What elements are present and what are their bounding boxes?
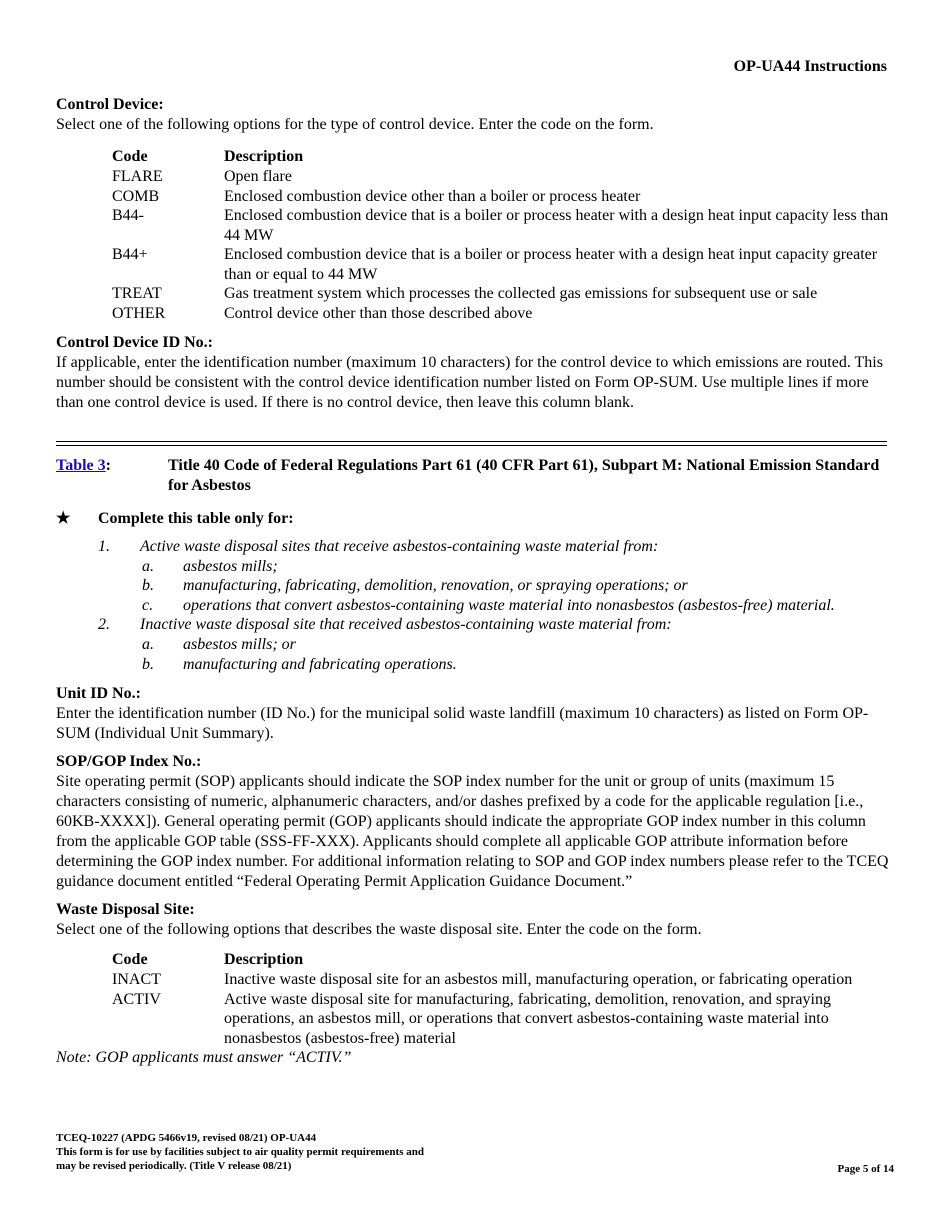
list-item bbox=[56, 615, 906, 635]
applicability-list bbox=[56, 537, 906, 674]
double-rule-bottom bbox=[56, 445, 887, 446]
description-cell: Active waste disposal site for manufacturing, fabricating, demolition, renovation, and spraying operations, an asbestos mill, or operations that convert asbestos-containing waste material into nonasbestos (asbestos-free) material bbox=[224, 990, 831, 1047]
footer-line-2: This form is for use by facilities subject to air quality permit requirements and bbox=[56, 1146, 424, 1158]
waste-disposal-code-table bbox=[112, 950, 896, 1048]
list-item-text: operations that convert asbestos-containing waste material into nonasbestos (asbestos-free) material. bbox=[183, 596, 835, 614]
description-cell: Enclosed combustion device other than a boiler or process heater bbox=[224, 187, 641, 205]
description-column-header: Description bbox=[224, 951, 304, 968]
description-cell: Gas treatment system which processes the collected gas emissions for subsequent use or sale bbox=[224, 285, 818, 302]
description-column-header: Description bbox=[224, 148, 304, 165]
sop-gop-text: Site operating permit (SOP) applicants should indicate the SOP index number for the unit or group of units (maximum 15 characters consisting of numeric, alphanumeric characters, and/or dashes prefixed by a code for the applicable regulation [i.e., 60KB-XXXX]). General operating permit (GOP) applicants should indicate the appropriate GOP index number in this column from the applicable GOP table (SSS-FF-XXX). Applicants should complete all applicable GOP attribute information before determining the GOP index number. For additional information relating to SOP and GOP index numbers please refer to the TCEQ guidance document entitled “Federal Operating Permit Application Guidance Document.” bbox=[56, 773, 889, 890]
table-row bbox=[112, 206, 896, 245]
code-cell: ACTIV bbox=[112, 990, 161, 1008]
table3-title-text: Title 40 Code of Federal Regulations Part 61 (40 CFR Part 61), Subpart M: National Emission Standard for Asbestos bbox=[168, 457, 880, 494]
description-cell: Enclosed combustion device that is a boiler or process heater with a design heat input capacity less than 44 MW bbox=[224, 207, 889, 244]
complete-table-text: Complete this table only for: bbox=[98, 510, 294, 527]
table-row bbox=[112, 284, 896, 304]
list-item bbox=[56, 655, 906, 675]
sop-gop-heading: SOP/GOP Index No.: bbox=[56, 753, 202, 770]
control-device-id-text: If applicable, enter the identification number (maximum 10 characters) for the control device to which emissions are routed. This number should be consistent with the control device identification number listed on Form OP-SUM. Use multiple lines if more than one control device is used. If there is no control device, then leave this column blank. bbox=[56, 354, 883, 411]
code-cell: INACT bbox=[112, 971, 161, 988]
list-letter: c. bbox=[142, 596, 154, 614]
code-cell: B44- bbox=[112, 207, 144, 224]
code-column-header: Code bbox=[112, 951, 148, 968]
star-icon: ★ bbox=[56, 510, 71, 527]
page-number: Page 5 of 14 bbox=[837, 1163, 894, 1175]
control-device-id-heading: Control Device ID No.: bbox=[56, 334, 214, 351]
list-item-text: manufacturing, fabricating, demolition, renovation, or spraying operations; or bbox=[183, 577, 688, 595]
control-device-section bbox=[56, 95, 896, 413]
list-item-text: Inactive waste disposal site that received asbestos-containing waste material from: bbox=[140, 616, 672, 634]
list-item bbox=[56, 596, 906, 616]
code-cell: B44+ bbox=[112, 246, 148, 263]
description-cell: Open flare bbox=[224, 168, 292, 185]
waste-disposal-heading: Waste Disposal Site: bbox=[56, 901, 195, 918]
table-row bbox=[112, 167, 896, 187]
table-row bbox=[112, 245, 896, 284]
code-column-header: Code bbox=[112, 148, 148, 165]
list-item bbox=[56, 537, 906, 557]
table-row bbox=[112, 990, 896, 1049]
list-number: 1. bbox=[98, 538, 110, 555]
description-cell: Control device other than those described above bbox=[224, 304, 533, 322]
unit-id-text: Enter the identification number (ID No.) for the municipal solid waste landfill (maximum 10 characters) as listed on Form OP-SUM (Individual Unit Summary). bbox=[56, 705, 869, 742]
footer-line-3: may be revised periodically. (Title V release 08/21) bbox=[56, 1160, 292, 1172]
list-number: 2. bbox=[98, 616, 110, 634]
list-letter: a. bbox=[142, 635, 154, 653]
list-item bbox=[56, 635, 906, 655]
description-cell: Inactive waste disposal site for an asbestos mill, manufacturing operation, or fabricating operation bbox=[224, 971, 853, 988]
table3-colon: : bbox=[105, 457, 111, 474]
code-cell: OTHER bbox=[112, 304, 166, 322]
page-footer bbox=[56, 1131, 424, 1173]
list-item bbox=[56, 576, 906, 596]
waste-disposal-intro: Select one of the following options that describes the waste disposal site. Enter the code on the form. bbox=[56, 921, 702, 938]
control-device-heading: Control Device: bbox=[56, 96, 164, 113]
list-item-text: manufacturing and fabricating operations. bbox=[183, 655, 457, 673]
list-item-text: asbestos mills; bbox=[183, 557, 278, 575]
page-header-title: OP-UA44 Instructions bbox=[733, 58, 887, 75]
code-cell: FLARE bbox=[112, 168, 163, 185]
list-item-text: asbestos mills; or bbox=[183, 635, 296, 653]
table-row bbox=[112, 187, 896, 207]
list-letter: a. bbox=[142, 557, 154, 575]
double-rule-top bbox=[56, 441, 887, 442]
instructions-section bbox=[56, 684, 898, 1068]
table-row bbox=[112, 304, 896, 324]
description-cell: Enclosed combustion device that is a boiler or process heater with a design heat input capacity greater than or equal to 44 MW bbox=[224, 246, 878, 283]
list-item-text: Active waste disposal sites that receive asbestos-containing waste material from: bbox=[140, 538, 659, 555]
table3-link[interactable]: Table 3 bbox=[56, 457, 106, 474]
list-item bbox=[56, 557, 906, 577]
table-row bbox=[112, 970, 896, 990]
list-letter: b. bbox=[142, 655, 154, 673]
control-device-intro: Select one of the following options for the type of control device. Enter the code on the form. bbox=[56, 116, 654, 133]
code-cell: COMB bbox=[112, 187, 160, 205]
gop-note: Note: GOP applicants must answer “ACTIV.” bbox=[56, 1049, 352, 1066]
footer-form-id: TCEQ-10227 (APDG 5466v19, revised 08/21) OP-UA44 bbox=[56, 1132, 317, 1144]
code-cell: TREAT bbox=[112, 285, 162, 302]
control-device-code-table bbox=[112, 147, 896, 323]
list-letter: b. bbox=[142, 577, 154, 595]
unit-id-heading: Unit ID No.: bbox=[56, 685, 141, 702]
